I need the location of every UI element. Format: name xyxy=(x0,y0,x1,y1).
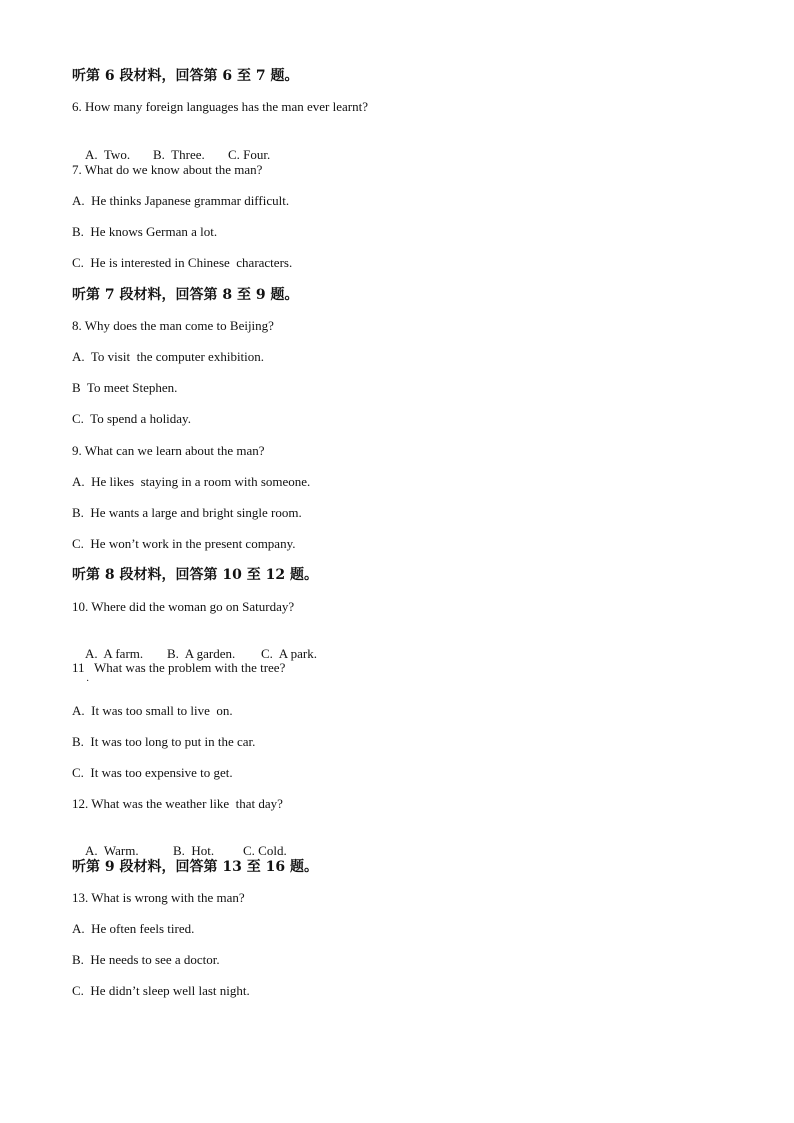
question-stem: 10. Where did the woman go on Saturday? xyxy=(72,599,295,614)
option-b: B To meet Stephen. xyxy=(72,380,178,395)
option-c: C. A park. xyxy=(261,646,317,661)
question-stem: 6. How many foreign languages has the man ever learnt? xyxy=(72,99,369,114)
option-c: C. It was too expensive to get. xyxy=(72,765,233,780)
option-a: A. He likes staying in a room with someone. xyxy=(72,474,311,489)
option-c: C. Four. xyxy=(228,147,271,162)
option-a: A. Warm. xyxy=(85,843,139,858)
option-b: B. He knows German a lot. xyxy=(72,224,218,239)
option-b: B. It was too long to put in the car. xyxy=(72,734,256,749)
option-c: C. Cold. xyxy=(243,843,287,858)
section-heading: 听第 7 段材料，回答第 8 至 9 题。 xyxy=(72,287,299,303)
option-a: A. He thinks Japanese grammar difficult. xyxy=(72,193,290,208)
section-heading: 听第 9 段材料，回答第 13 至 16 题。 xyxy=(72,859,318,875)
section-heading: 听第 8 段材料，回答第 10 至 12 题。 xyxy=(72,567,318,583)
question-stem: 7. What do we know about the man? xyxy=(72,162,263,177)
option-a: A. A farm. xyxy=(85,646,144,661)
option-b: B. Hot. xyxy=(173,843,215,858)
stray-mark: · xyxy=(86,676,90,687)
option-b: B. Three. xyxy=(153,147,205,162)
question-stem: 9. What can we learn about the man? xyxy=(72,443,265,458)
option-b: B. He wants a large and bright single room. xyxy=(72,505,302,520)
section-heading: 听第 6 段材料，回答第 6 至 7 题。 xyxy=(72,68,299,84)
option-c: C. He is interested in Chinese characters. xyxy=(72,255,293,270)
option-c: C. He won’t work in the present company. xyxy=(72,536,296,551)
option-c: C. To spend a holiday. xyxy=(72,411,191,426)
option-b: B. A garden. xyxy=(167,646,236,661)
option-c: C. He didn’t sleep well last night. xyxy=(72,983,250,998)
option-a: A. He often feels tired. xyxy=(72,921,195,936)
question-stem: 11 What was the problem with the tree? xyxy=(72,660,286,675)
question-stem: 8. Why does the man come to Beijing? xyxy=(72,318,274,333)
option-a: A. To visit the computer exhibition. xyxy=(72,349,265,364)
question-stem: 13. What is wrong with the man? xyxy=(72,890,245,905)
option-a: A. It was too small to live on. xyxy=(72,703,233,718)
question-stem: 12. What was the weather like that day? xyxy=(72,796,283,811)
option-b: B. He needs to see a doctor. xyxy=(72,952,220,967)
option-a: A. Two. xyxy=(85,147,131,162)
